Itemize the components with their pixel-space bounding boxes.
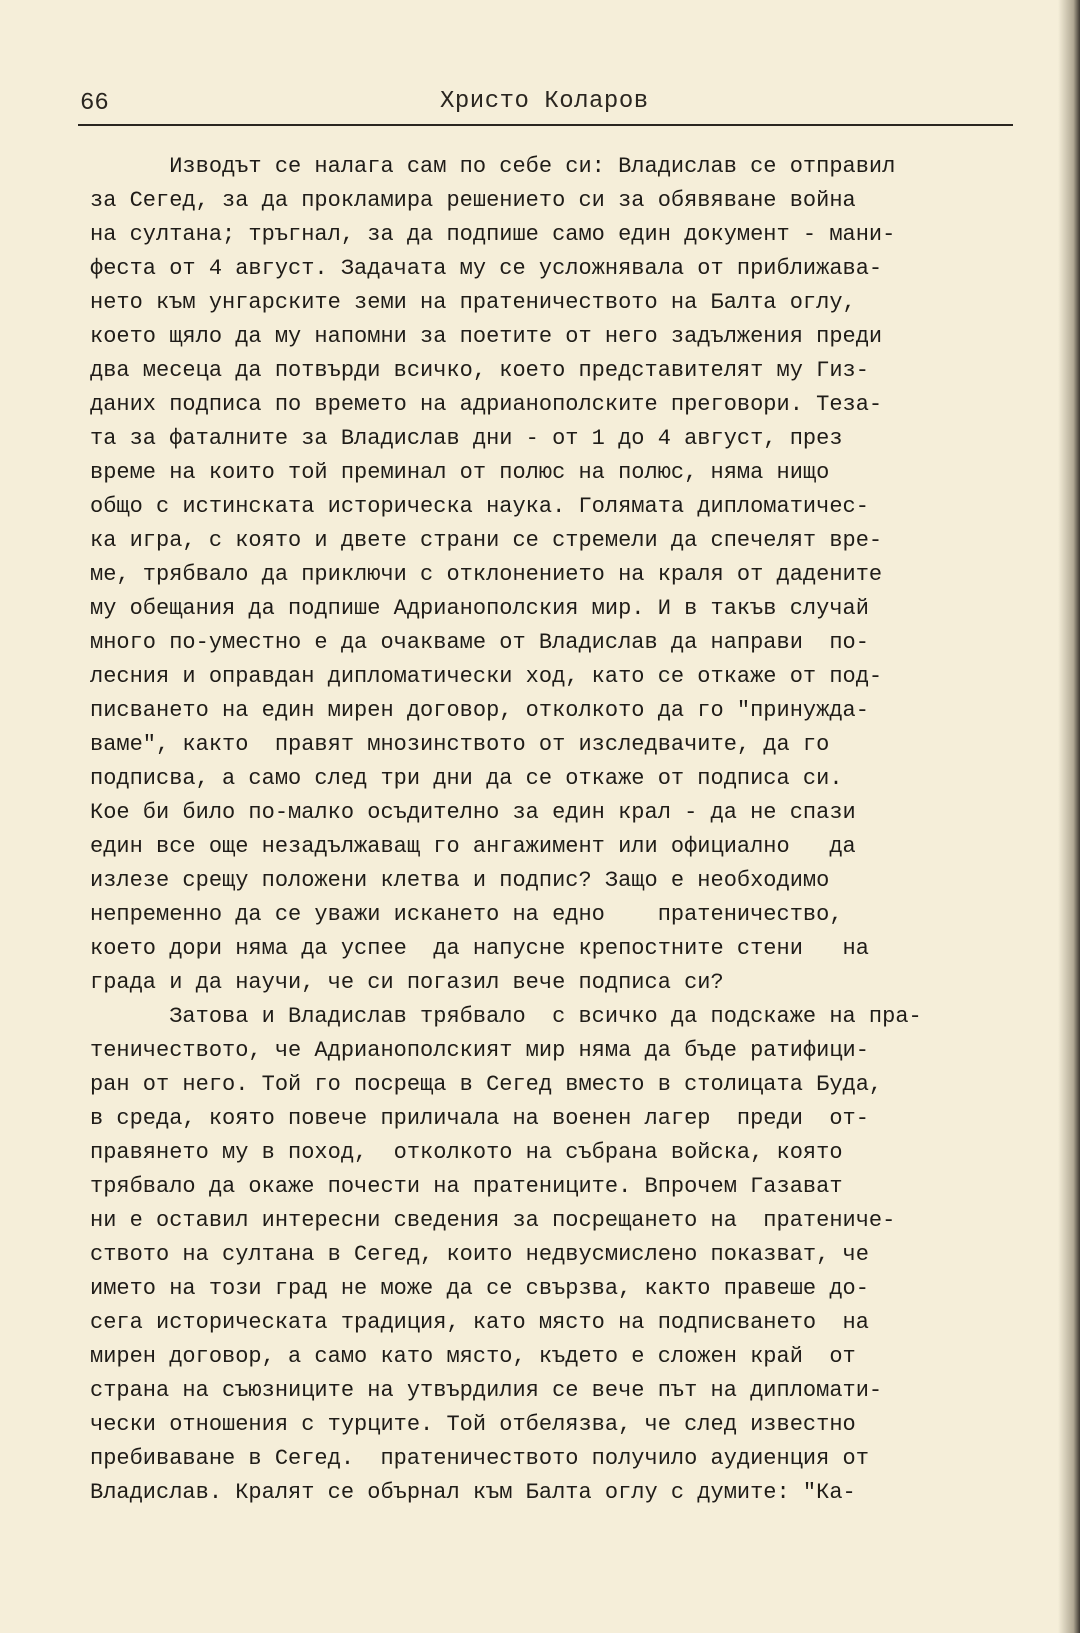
text-line: лесния и оправдан дипломатически ход, като се откаже от под- [90,664,883,689]
running-title: Христо Коларов [440,88,649,115]
text-line: в среда, която повече приличала на военен лагер преди от- [90,1106,869,1131]
text-line: страна на съюзниците на утвърдилия се вече път на дипломати- [90,1378,883,1403]
text-line: името на този град не може да се свързва, както правеше до- [90,1276,869,1301]
text-line: Кое би било по-малко осъдително за един крал - да не спази [90,800,856,825]
text-line: на султана; тръгнал, за да подпише само един документ - мани- [90,222,896,247]
text-line: ран от него. Той го посреща в Сегед вместо в столицата Буда, [90,1072,883,1097]
text-line: ка игра, с която и двете страни се стремели да спечелят вре- [90,528,883,553]
text-line: му обещания да подпише Адрианополския мир. И в такъв случай [90,596,869,621]
text-line: трябвало да окаже почести на пратениците. Впрочем Газават [90,1174,843,1199]
text-line: мирен договор, а само като място, където е сложен край от [90,1344,856,1369]
text-line: ме, трябвало да приключи с отклонението на краля от дадените [90,562,883,587]
text-line: ваме", както правят мнозинството от изследвачите, да го [90,732,830,757]
text-line: два месеца да потвърди всичко, което представителят му Гиз- [90,358,869,383]
text-line: та за фаталните за Владислав дни - от 1 до 4 август, през [90,426,843,451]
text-line: Владислав. Кралят се обърнал към Балта оглу с думите: "Ка- [90,1480,856,1505]
page-edge-shadow [1058,0,1080,1633]
text-line: излезе срещу положени клетва и подпис? Защо е необходимо [90,868,830,893]
text-line: подписва, а само след три дни да се откаже от подписа си. [90,766,843,791]
text-line: общо с истинската историческа наука. Голямата дипломатичес- [90,494,869,519]
text-line: за Сегед, за да прокламира решението си за обявяване война [90,188,856,213]
text-line: един все още незадължаващ го ангажимент или официално да [90,834,856,859]
text-line: нето към унгарските земи на пратеничеството на Балта оглу, [90,290,856,315]
text-line: което щяло да му напомни за поетите от него задължения преди [90,324,883,349]
text-line: феста от 4 август. Задачата му се усложнявала от приближава- [90,256,883,281]
text-line: писването на един мирен договор, отколкото да го "принуждa- [90,698,869,723]
text-line: даних подписа по времето на адрианополските преговори. Теза- [90,392,883,417]
text-line: ни е оставил интересни сведения за посрещането на пратениче- [90,1208,896,1233]
text-line: теничеството, че Адрианополският мир няма да бъде ратифици- [90,1038,869,1063]
text-line: Затова и Владислав трябвало с всичко да подскаже на пра- [90,1004,922,1029]
text-line: чески отношения с турците. Той отбелязва, че след известно [90,1412,856,1437]
text-line: ството на султана в Сегед, които недвусмислено показват, че [90,1242,869,1267]
text-line: пребиваване в Сегед. пратеничеството получило аудиенция от [90,1446,869,1471]
text-line: непременно да се уважи искането на едно пратеничество, [90,902,843,927]
text-line: много по-уместно е да очакваме от Владислав да направи по- [90,630,869,655]
page-header [78,88,1013,126]
body-text [90,150,1015,1510]
text-line: града и да научи, че си погазил вече подписа си? [90,970,724,995]
text-line: сега историческата традиция, като място на подписването на [90,1310,869,1335]
text-line: време на които той преминал от полюс на полюс, няма нищо [90,460,830,485]
text-line: Изводът се налага сам по себе си: Владислав се отправил [90,154,896,179]
text-line: което дори няма да успее да напусне крепостните стени на [90,936,869,961]
page-number: 66 [80,90,109,117]
text-line: правянето му в поход, отколкото на събрана войска, която [90,1140,843,1165]
